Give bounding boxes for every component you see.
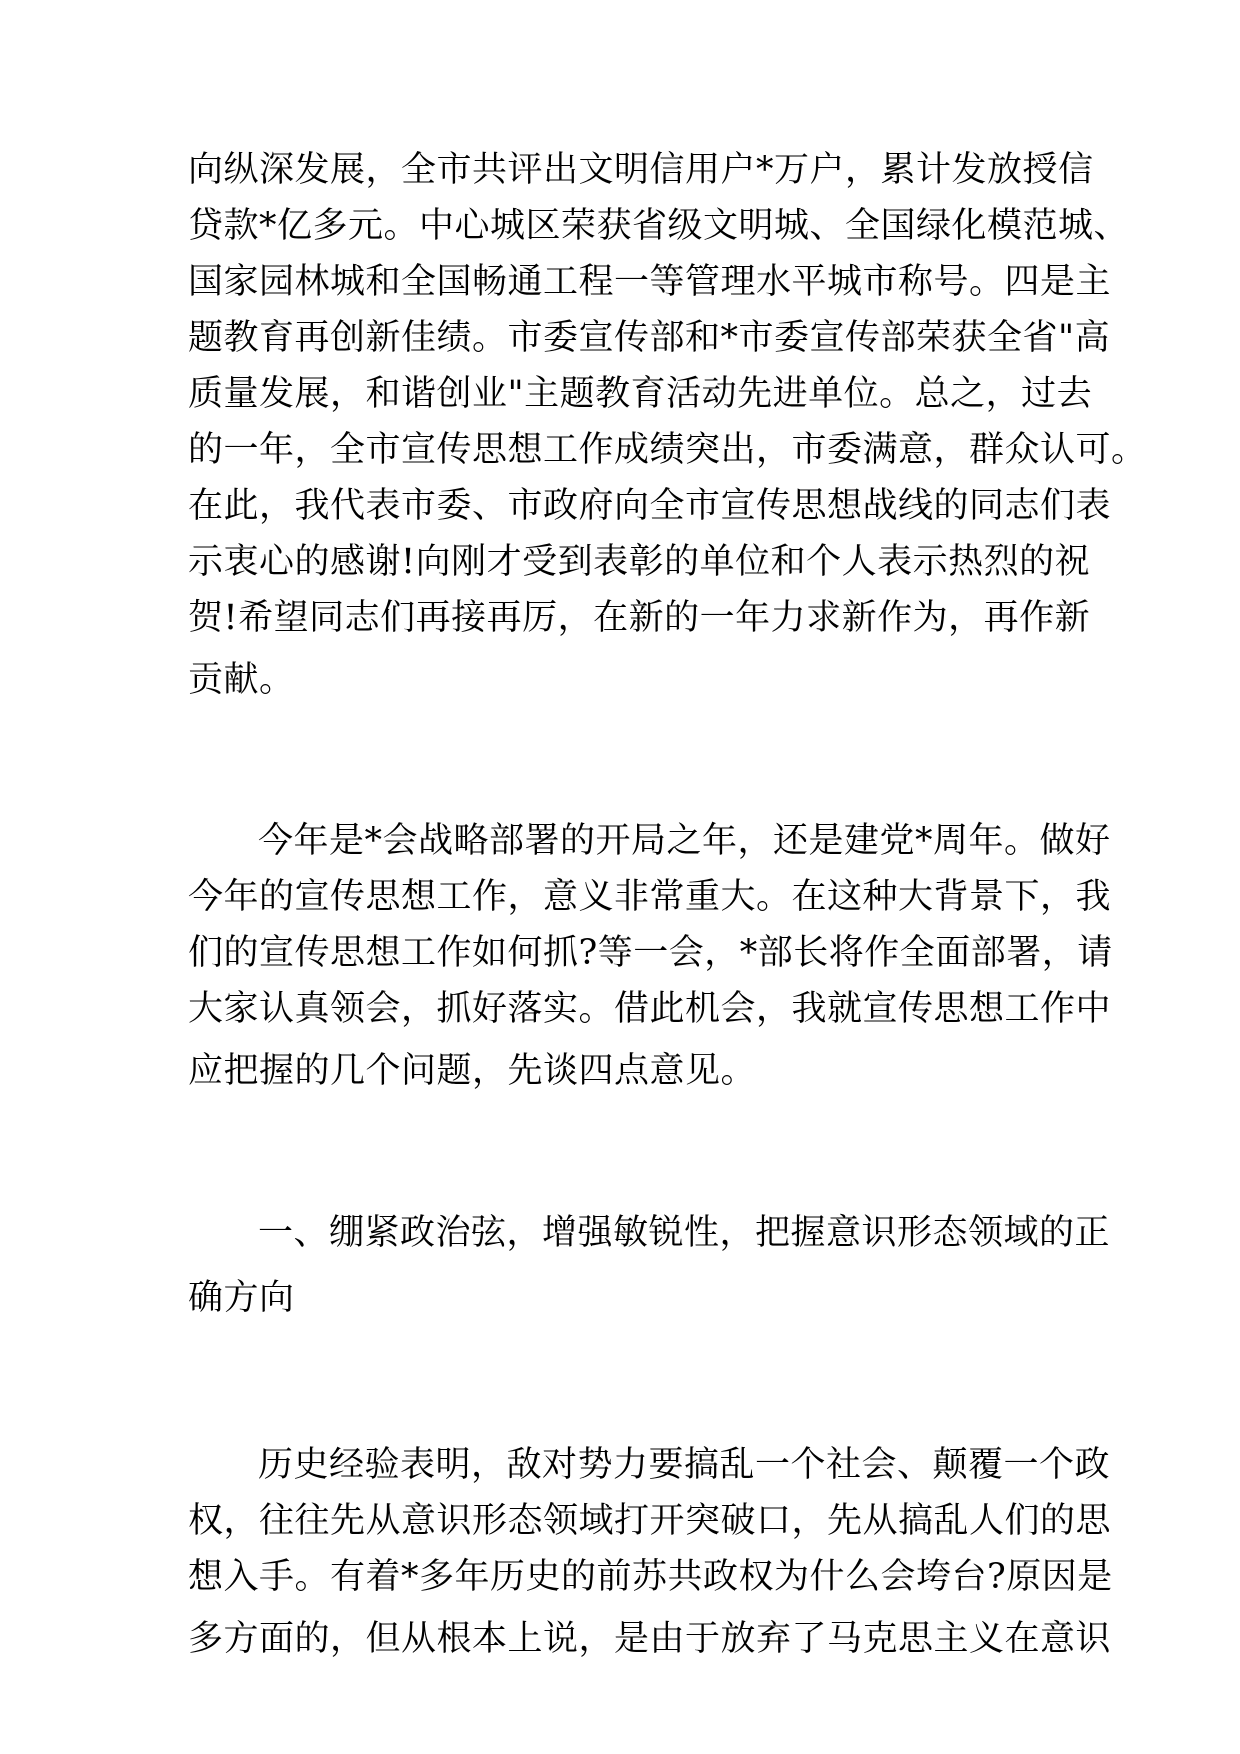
paragraph-line: 国家园林城和全国畅通工程一等管理水平城市称号。四是主 bbox=[188, 262, 1112, 302]
paragraph-line: 们的宣传思想工作如何抓?等一会，*部长将作全面部署，请 bbox=[188, 933, 1113, 973]
paragraph-line: 大家认真领会，抓好落实。借此机会，我就宣传思想工作中 bbox=[188, 989, 1112, 1029]
paragraph-line: 贷款*亿多元。中心城区荣获省级文明城、全国绿化模范城、 bbox=[188, 206, 1130, 246]
paragraph-line: 示衷心的感谢!向刚才受到表彰的单位和个人表示热烈的祝 bbox=[188, 542, 1091, 582]
heading-line: 确方向 bbox=[188, 1278, 295, 1318]
paragraph-line: 应把握的几个问题，先谈四点意见。 bbox=[188, 1051, 757, 1091]
paragraph-line: 权，往往先从意识形态领域打开突破口，先从搞乱人们的思 bbox=[188, 1501, 1112, 1541]
paragraph-line: 的一年，全市宣传思想工作成绩突出，市委满意，群众认可。 bbox=[188, 430, 1147, 470]
paragraph-line: 在此，我代表市委、市政府向全市宣传思想战线的同志们表 bbox=[188, 486, 1112, 526]
heading-line: 一、绷紧政治弦，增强敏锐性，把握意识形态领域的正 bbox=[258, 1213, 1111, 1253]
paragraph-line: 今年的宣传思想工作，意义非常重大。在这种大背景下，我 bbox=[188, 877, 1112, 917]
paragraph-line: 历史经验表明，敌对势力要搞乱一个社会、颠覆一个政 bbox=[258, 1445, 1111, 1485]
paragraph-line: 贺!希望同志们再接再厉，在新的一年力求新作为，再作新 bbox=[188, 598, 1091, 638]
paragraph-line: 贡献。 bbox=[188, 660, 295, 700]
paragraph-line: 多方面的，但从根本上说，是由于放弃了马克思主义在意识 bbox=[188, 1619, 1112, 1659]
paragraph-line: 想入手。有着*多年历史的前苏共政权为什么会垮台?原因是 bbox=[188, 1557, 1113, 1597]
paragraph-line: 题教育再创新佳绩。市委宣传部和*市委宣传部荣获全省"高 bbox=[188, 318, 1111, 358]
paragraph-line: 向纵深发展，全市共评出文明信用户*万户，累计发放授信 bbox=[188, 150, 1094, 190]
paragraph-line: 质量发展，和谐创业"主题教育活动先进单位。总之，过去 bbox=[188, 374, 1093, 414]
paragraph-line: 今年是*会战略部署的开局之年，还是建党*周年。做好 bbox=[258, 821, 1111, 861]
